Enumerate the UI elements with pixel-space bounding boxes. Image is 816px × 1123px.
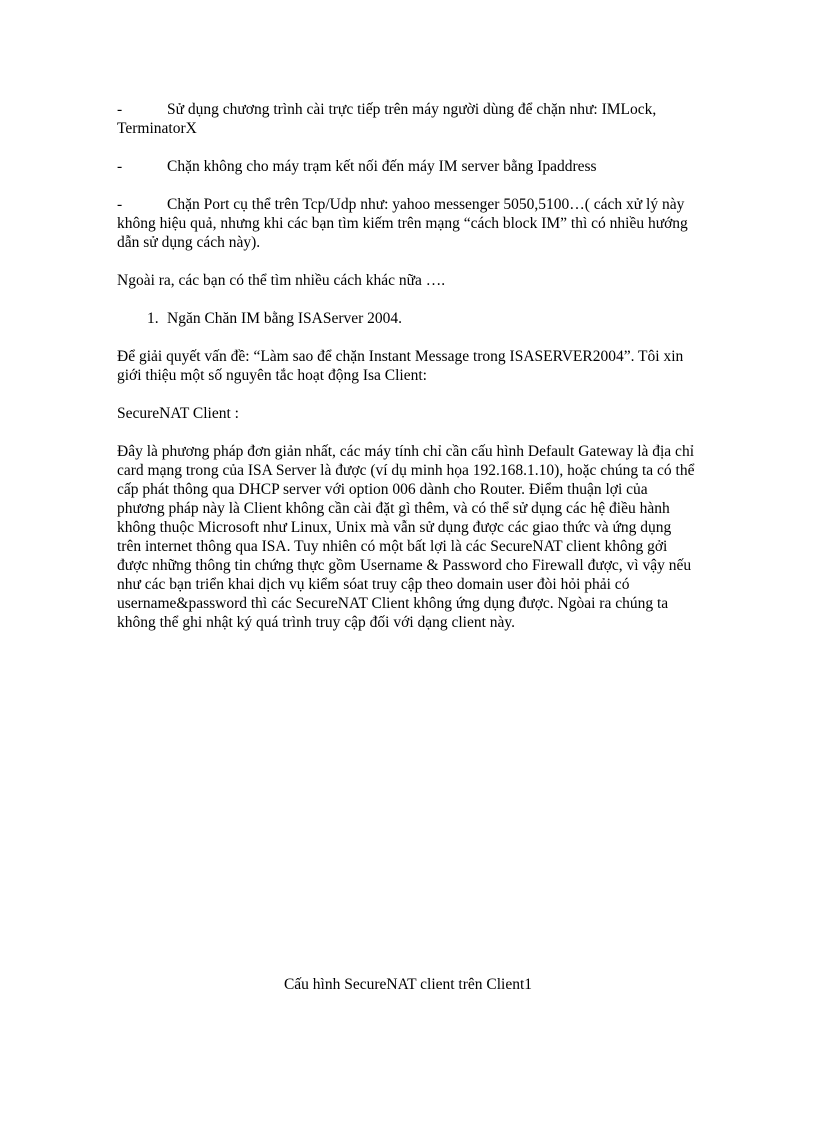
bullet-dash: - — [117, 158, 123, 175]
bullet-text: Chặn không cho máy trạm kết nối đến máy IM server bằng Ipaddress — [167, 158, 597, 175]
section-heading-securenat: SecureNAT Client : — [117, 405, 239, 422]
bullet-dash: - — [117, 196, 123, 213]
paragraph-other-methods: Ngoài ra, các bạn có thể tìm nhiều cách khác nữa …. — [117, 272, 446, 289]
document-body — [117, 100, 697, 651]
numbered-text: Ngăn Chăn IM bằng ISAServer 2004. — [167, 310, 403, 327]
bullet-text: Chặn Port cụ thể trên Tcp/Udp như: yahoo messenger 5050,5100…( cách xử lý này không hiệu quả, nhưng khi các bạn tìm kiếm trên mạng “cách block IM” thì có nhiều hướng dẫn sử dụng cách này). — [117, 196, 688, 251]
bullet-text: Sử dụng chương trình cài trực tiếp trên máy người dùng để chặn như: IMLock, TerminatorX — [117, 101, 657, 137]
bullet-item-2 — [117, 157, 697, 176]
bullet-item-1 — [117, 100, 697, 138]
paragraph-securenat: Đây là phương pháp đơn giản nhất, các máy tính chỉ cần cấu hình Default Gateway là địa chỉ card mạng trong của ISA Server là được (ví dụ minh họa 192.168.1.10), hoặc chúng ta có thể cấp phát thông qua DHCP server với option 006 dành cho Router. Điểm thuận lợi của phương pháp này là Client không cần cài đặt gì thêm, và có thể sử dụng các hệ điều hành không thuộc Microsoft như Linux, Unix mà vẫn sử dụng được các giao thức và ứng dụng trên internet thông qua ISA. Tuy nhiên có một bất lợi là các SecureNAT client không gởi được những thông tin chứng thực gồm Username & Password cho Firewall được, vì vậy nếu như các bạn triển khai dịch vụ kiểm sóat truy cập theo domain user đòi hỏi phải có username&password thì các SecureNAT Client không ứng dụng được. Ngòai ra chúng ta không thể ghi nhật ký quá trình truy cập đối với dạng client này. — [117, 443, 695, 631]
figure-caption: Cấu hình SecureNAT client trên Client1 — [283, 976, 533, 993]
numbered-heading — [117, 309, 697, 328]
bullet-dash: - — [117, 101, 123, 118]
numbered-index: 1. — [147, 310, 159, 327]
paragraph-intro: Để giải quyết vấn đề: “Làm sao để chặn Instant Message trong ISASERVER2004”. Tôi xin giới thiệu một số nguyên tắc hoạt động Isa Client: — [117, 348, 684, 384]
bullet-item-3 — [117, 195, 697, 252]
